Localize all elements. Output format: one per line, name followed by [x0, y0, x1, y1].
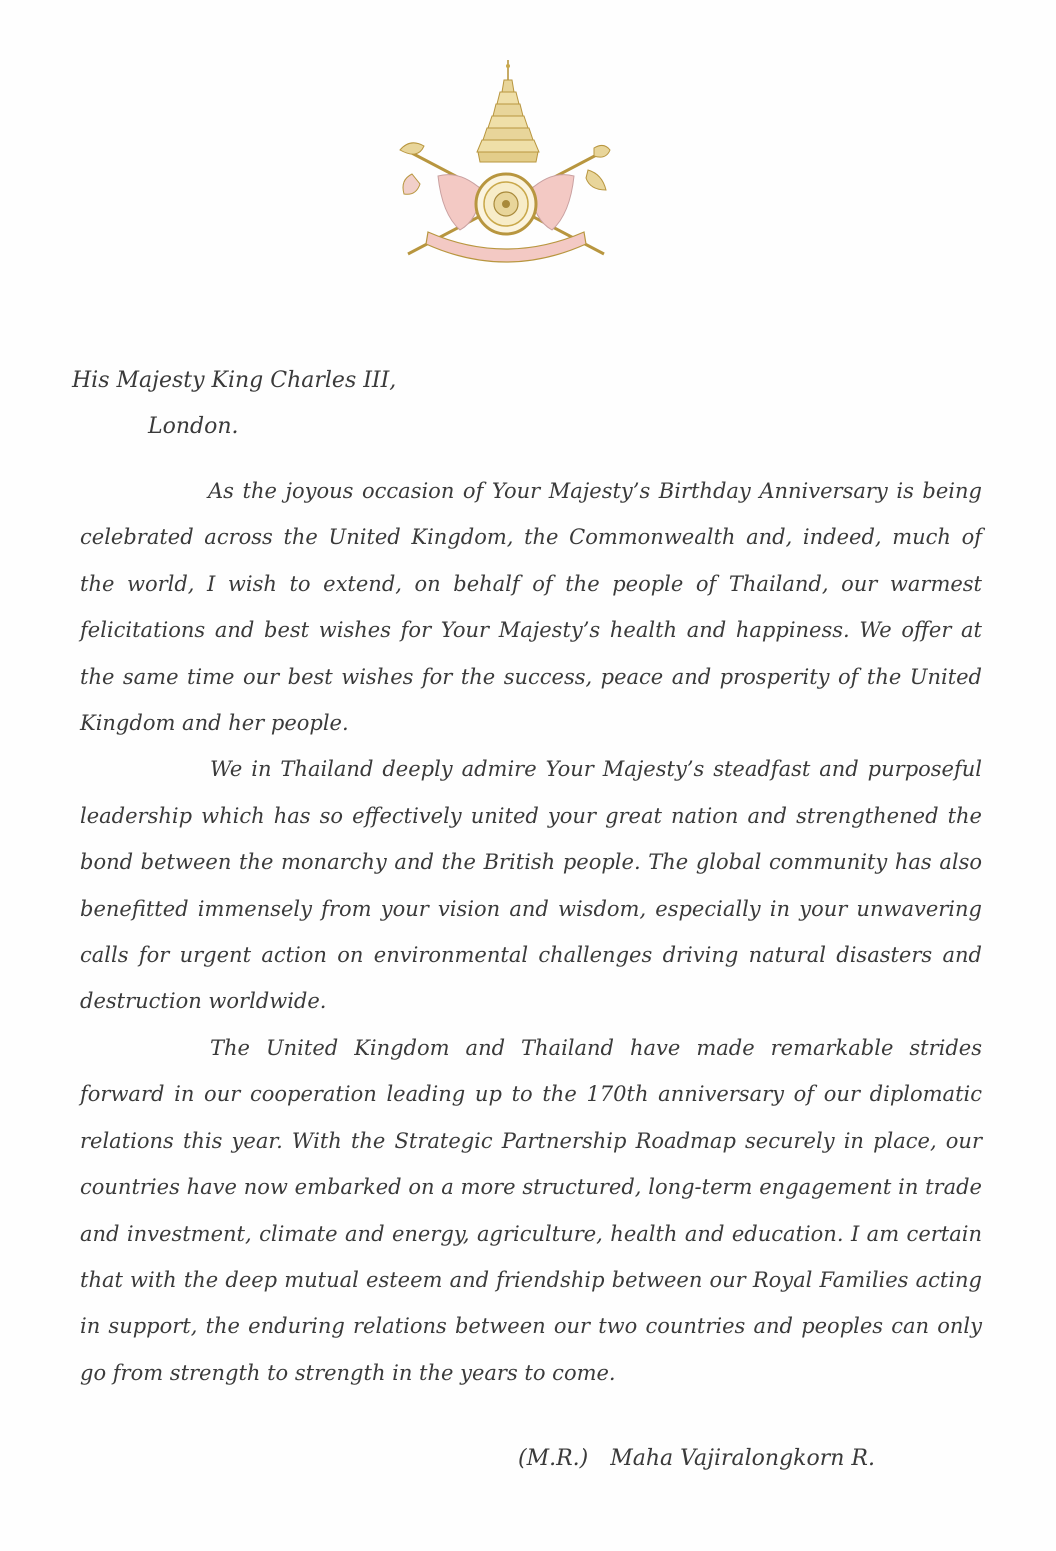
- addressee-name: His Majesty King Charles III,: [72, 368, 397, 393]
- signature-line: [518, 1446, 875, 1471]
- paragraph-2: We in Thailand deeply admire Your Majesty’s steadfast and purposeful leadership which has so effectively united your great nation and strengthened the bond between the monarchy and the British people. The global community has also benefitted immensely from your vision and wisdom, especially in your unwavering calls for urgent action on environmental challenges driving natural disasters and destruction worldwide.: [80, 757, 982, 1014]
- paragraph-3: The United Kingdom and Thailand have made remarkable strides forward in our cooperation leading up to the 170th anniversary of our diplomatic relations this year. With the Strategic Partnership Roadmap securely in place, our countries have now embarked on a more structured, long-term engagement in trade and investment, climate and energy, agriculture, health and education. I am certain that with the deep mutual esteem and friendship between our Royal Families acting in support, the enduring relations between our two countries and peoples can only go from strength to strength in the years to come.: [80, 1035, 982, 1385]
- signature-name: Maha Vajiralongkorn R.: [610, 1446, 875, 1471]
- royal-cypher-emblem-icon: [398, 58, 614, 264]
- addressee-city: London.: [148, 414, 239, 439]
- addressee-block: [72, 358, 772, 450]
- letter-body: [80, 468, 982, 1396]
- signature-prefix: (M.R.): [518, 1446, 589, 1471]
- paragraph-1: As the joyous occasion of Your Majesty’s Birthday Anniversary is being celebrated across the United Kingdom, the Commonwealth and, indeed, much of the world, I wish to extend, on behalf of the people of Thailand, our warmest felicitations and best wishes for Your Majesty’s health and happiness. We offer at the same time our best wishes for the success, peace and prosperity of the United Kingdom and her people.: [80, 479, 982, 736]
